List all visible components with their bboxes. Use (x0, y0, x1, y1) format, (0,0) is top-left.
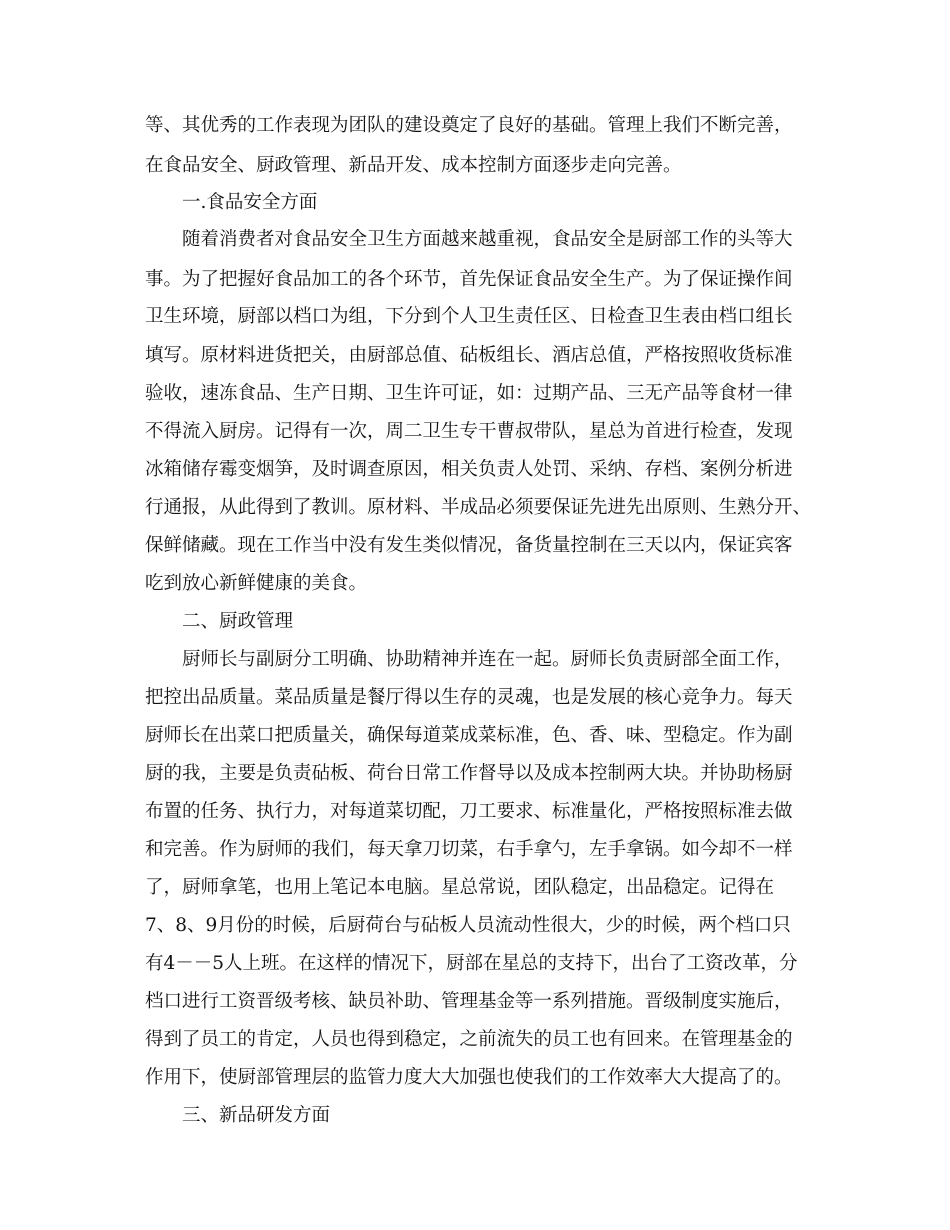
paragraph-line: 等、其优秀的工作表现为团队的建设奠定了良好的基础。管理上我们不断完善， (145, 115, 793, 136)
paragraph-line: 吃到放心新鲜健康的美食。 (145, 573, 368, 594)
paragraph-line: 有4－－5人上班。在这样的情况下，厨部在星总的支持下，出台了工资改革，分 (145, 953, 798, 974)
paragraph-line: 档口进行工资晋级考核、缺员补助、管理基金等一系列措施。晋级制度实施后， (145, 991, 793, 1012)
paragraph-line: 卫生环境，厨部以档口为组，下分到个人卫生责任区、日检查卫生表由档口组长 (145, 306, 793, 327)
section-heading-kitchen-management: 二、厨政管理 (182, 611, 294, 632)
paragraph-line: 厨师长与副厨分工明确、协助精神并连在一起。厨师长负责厨部全面工作， (182, 649, 793, 670)
paragraph-line: 布置的任务、执行力，对每道菜切配，刀工要求、标准量化，严格按照标准去做 (145, 801, 793, 822)
paragraph-line: 冰箱储存霉变烟笋，及时调查原因，相关负责人处罚、采纳、存档、案例分析进 (145, 459, 793, 480)
paragraph-line: 了，厨师拿笔，也用上笔记本电脑。星总常说，团队稳定，出品稳定。记得在 (145, 877, 775, 898)
paragraph-line: 7、8、9月份的时候，后厨荷台与砧板人员流动性很大，少的时候，两个档口只 (145, 915, 791, 936)
paragraph-line: 不得流入厨房。记得有一次，周二卫生专干曹叔带队，星总为首进行检查，发现 (145, 421, 793, 442)
section-heading-new-product-development: 三、新品研发方面 (182, 1105, 331, 1126)
section-heading-food-safety: 一.食品安全方面 (182, 192, 318, 213)
paragraph-line: 填写。原材料进货把关，由厨部总值、砧板组长、酒店总值，严格按照收货标准 (145, 345, 793, 366)
paragraph-line: 和完善。作为厨师的我们，每天拿刀切菜，右手拿勺，左手拿锅。如今却不一样 (145, 839, 793, 860)
paragraph-line: 作用下，使厨部管理层的监管力度大大加强也使我们的工作效率大大提高了的。 (145, 1067, 793, 1088)
paragraph-line: 把控出品质量。菜品质量是餐厅得以生存的灵魂，也是发展的核心竞争力。每天 (145, 687, 793, 708)
paragraph-line: 随着消费者对食品安全卫生方面越来越重视，食品安全是厨部工作的头等大 (182, 229, 793, 250)
paragraph-line: 厨师长在出菜口把质量关，确保每道菜成菜标准，色、香、味、型稳定。作为副 (145, 725, 793, 746)
paragraph-line: 在食品安全、厨政管理、新品开发、成本控制方面逐步走向完善。 (145, 155, 682, 176)
paragraph-line: 行通报，从此得到了教训。原材料、半成品必须要保证先进先出原则、生熟分开、 (145, 497, 812, 518)
paragraph-line: 得到了员工的肯定，人员也得到稳定，之前流失的员工也有回来。在管理基金的 (145, 1029, 793, 1050)
paragraph-line: 保鲜储藏。现在工作当中没有发生类似情况，备货量控制在三天以内，保证宾客 (145, 535, 793, 556)
paragraph-line: 厨的我，主要是负责砧板、荷台日常工作督导以及成本控制两大块。并协助杨厨 (145, 763, 793, 784)
paragraph-line: 验收，速冻食品、生产日期、卫生许可证，如：过期产品、三无产品等食材一律 (145, 383, 793, 404)
paragraph-line: 事。为了把握好食品加工的各个环节，首先保证食品安全生产。为了保证操作间 (145, 269, 793, 290)
